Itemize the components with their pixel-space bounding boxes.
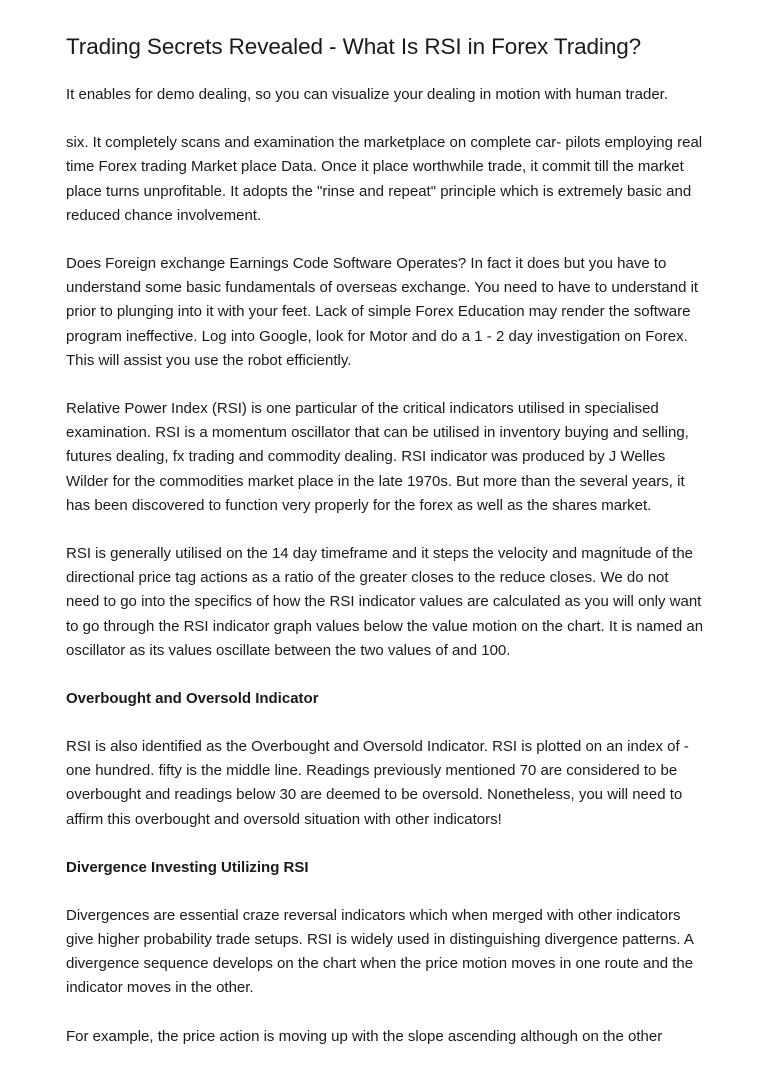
paragraph-overbought-oversold: RSI is also identified as the Overbought and Oversold Indicator. RSI is plotted on an index of -one hundred. fifty is the middle line. Readings previously mentioned 70 are considered to be overbought and readings below 30 are deemed to be oversold. Nonetheless, you will need to affirm this overbought and oversold situation with other indicators! — [66, 738, 689, 828]
heading-overbought-oversold: Overbought and Oversold Indicator — [66, 690, 319, 708]
paragraph-divergences: Divergences are essential craze reversal indicators which when merged with other indicators give higher probability trade setups. RSI is widely used in distinguishing divergence patterns. A divergence sequence develops on the chart when the price motion moves in one route and the indicator moves in the other. — [66, 906, 694, 997]
paragraph-rsi-intro: Relative Power Index (RSI) is one particular of the critical indicators utilised in specialised examination. RSI is a momentum oscillator that can be utilised in inventory buying and selling, futures dealing, fx trading and commodity dealing. RSI indicator was produced by J Welles Wilder for the commodities market place in the late 1970s. But more than the several years, it has been discovered to function very properly for the forex as well as the shares market. — [66, 400, 689, 514]
paragraph-rsi-timeframe: RSI is generally utilised on the 14 day timeframe and it steps the velocity and magnitude of the directional price tag actions as a ratio of the greater closes to the reduce closes. We do not need to go into the specifics of how the RSI indicator values are calculated as you will only want to go through the RSI indicator graph values below the value motion on the chart. It is named an oscillator as its values oscillate between the two values of and 100. — [66, 545, 704, 659]
paragraph-example: For example, the price action is moving up with the slope ascending although on the other — [66, 1027, 663, 1045]
document-title: Trading Secrets Revealed - What Is RSI in Forex Trading? — [66, 34, 642, 59]
paragraph-scans-market: six. It completely scans and examination the marketplace on complete car- pilots employing real time Forex trading Market place Data. Once it place worthwhile trade, it commit till the market place turns unprofitable. It adopts the "rinse and repeat" principle which is extremely basic and reduced chance involvement. — [66, 134, 703, 224]
paragraph-demo-dealing: It enables for demo dealing, so you can visualize your dealing in motion with human trader. — [66, 86, 669, 103]
paragraph-earnings-code: Does Foreign exchange Earnings Code Software Operates? In fact it does but you have to understand some basic fundamentals of overseas exchange. You need to have to understand it prior to plunging into it with your feet. Lack of simple Forex Education may render the software program ineffective. Log into Google, look for Motor and do a 1 - 2 day investigation on Forex. This will assist you use the robot efficiently. — [66, 255, 699, 369]
heading-divergence-investing: Divergence Investing Utilizing RSI — [66, 858, 309, 876]
